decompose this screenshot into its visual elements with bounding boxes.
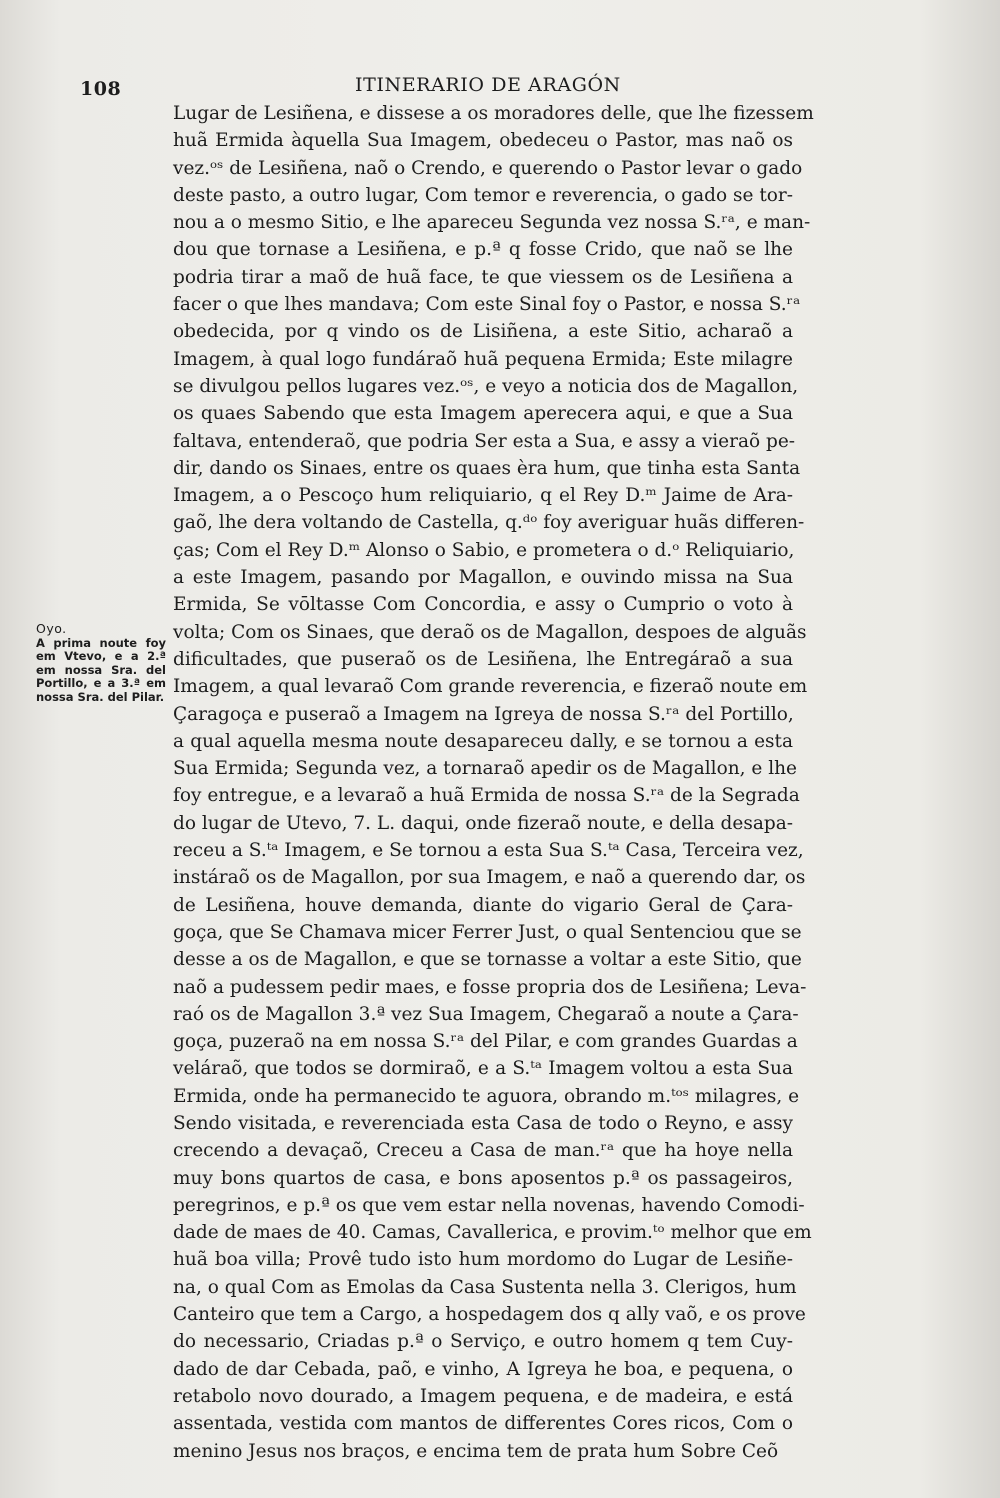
text-line: na, o qual Com as Emolas da Casa Sustenta nella 3. Clerigos, hum bbox=[173, 1276, 797, 1298]
text-line: instáraõ os de Magallon, por sua Imagem, e naõ a querendo dar, os bbox=[173, 867, 806, 889]
text-line: gaõ, lhe dera voltando de Castella, q.ᵈᵒ foy averiguar huãs differen- bbox=[173, 512, 805, 534]
margin-note-text: A prima noute foy em Vtevo, e a 2.ª em nossa Sra. del Portillo, e a 3.ª em nossa Sra. del Pilar. bbox=[36, 635, 166, 704]
page-number: 108 bbox=[80, 78, 122, 100]
body-text bbox=[173, 100, 814, 1465]
text-line: do necessario, Criadas p.ª o Serviço, e outro homem q tem Cuy- bbox=[173, 1331, 793, 1353]
text-line: naõ a pudessem pedir maes, e fosse propria dos de Lesiñena; Leva- bbox=[173, 976, 807, 998]
text-line: os quaes Sabendo que esta Imagem aperecera aqui, e que a Sua bbox=[173, 403, 793, 425]
text-line: receu a S.ᵗᵃ Imagem, e Se tornou a esta Sua S.ᵗᵃ Casa, Terceira vez, bbox=[173, 840, 804, 862]
text-line: huã boa villa; Provê tudo isto hum mordomo do Lugar de Lesiñe- bbox=[173, 1249, 793, 1271]
text-line: se divulgou pellos lugares vez.ᵒˢ, e veyo a noticia dos de Magallon, bbox=[173, 375, 799, 397]
text-line: podria tirar a maõ de huã face, te que viessem os de Lesiñena a bbox=[173, 266, 793, 288]
text-line: huã Ermida àquella Sua Imagem, obedeceu o Pastor, mas naõ os bbox=[173, 130, 793, 152]
margin-note bbox=[36, 622, 166, 705]
text-line: assentada, vestida com mantos de differentes Cores ricos, Com o bbox=[173, 1413, 793, 1435]
text-line: goça, que Se Chamava micer Ferrer Just, o qual Sentenciou que se bbox=[173, 921, 802, 943]
text-line: Ermida, Se vōltasse Com Concordia, e assy o Cumprio o voto à bbox=[173, 594, 793, 616]
text-line: a este Imagem, pasando por Magallon, e ouvindo missa na Sua bbox=[173, 567, 793, 589]
text-line: deste pasto, a outro lugar, Com temor e reverencia, o gado se tor- bbox=[173, 184, 793, 206]
text-line: Imagem, à qual logo fundáraõ huã pequena Ermida; Este milagre bbox=[173, 348, 793, 370]
text-line: Imagem, a o Pescoço hum reliquiario, q el Rey D.ᵐ Jaime de Ara- bbox=[173, 485, 793, 507]
running-title: ITINERARIO DE ARAGÓN bbox=[355, 74, 621, 96]
text-line: volta; Com os Sinaes, que deraõ os de Magallon, despoes de alguãs bbox=[173, 621, 807, 643]
text-line: dado de dar Cebada, paõ, e vinho, A Igreya he boa, e pequena, o bbox=[173, 1358, 793, 1380]
text-line: ças; Com el Rey D.ᵐ Alonso o Sabio, e prometera o d.ᵒ Reliquiario, bbox=[173, 539, 795, 561]
text-line: a qual aquella mesma noute desapareceu dally, e se tornou a esta bbox=[173, 730, 793, 752]
text-line: peregrinos, e p.ª os que vem estar nella novenas, havendo Comodi- bbox=[173, 1194, 805, 1216]
text-line: facer o que lhes mandava; Com este Sinal foy o Pastor, e nossa S.ʳᵃ bbox=[173, 294, 801, 316]
text-line: dificultades, que puseraõ os de Lesiñena, lhe Entregáraõ a sua bbox=[173, 648, 793, 670]
text-line: Lugar de Lesiñena, e dissese a os moradores delle, que lhe fizessem bbox=[173, 103, 814, 124]
text-line: Sendo visitada, e reverenciada esta Casa de todo o Reyno, e assy bbox=[173, 1112, 793, 1134]
margin-note-place: Oyo. bbox=[36, 621, 67, 636]
text-line: crecendo a devaçaõ, Creceu a Casa de man.ʳᵃ que ha hoye nella bbox=[173, 1140, 793, 1162]
text-line: retabolo novo dourado, a Imagem pequena, e de madeira, e está bbox=[173, 1385, 793, 1407]
text-line: Sua Ermida; Segunda vez, a tornaraõ apedir os de Magallon, e lhe bbox=[173, 758, 797, 780]
text-line: foy entregue, e a levaraõ a huã Ermida de nossa S.ʳᵃ de la Segrada bbox=[173, 785, 800, 807]
text-line: do lugar de Utevo, 7. L. daqui, onde fizeraõ noute, e della desapa- bbox=[173, 812, 793, 834]
text-line: veláraõ, que todos se dormiraõ, e a S.ᵗᵃ Imagem voltou a esta Sua bbox=[173, 1058, 793, 1080]
text-line: muy bons quartos de casa, e bons aposentos p.ª os passageiros, bbox=[173, 1167, 793, 1189]
text-line: obedecida, por q vindo os de Lisiñena, a este Sitio, acharaõ a bbox=[173, 321, 793, 343]
text-line: Imagem, a qual levaraõ Com grande reverencia, e fizeraõ noute em bbox=[173, 676, 808, 698]
text-line: Canteiro que tem a Cargo, a hospedagem dos q ally vaõ, e os prove bbox=[173, 1304, 806, 1326]
text-line: dou que tornase a Lesiñena, e p.ª q fosse Crido, que naõ se lhe bbox=[173, 239, 793, 261]
text-line: de Lesiñena, houve demanda, diante do vigario Geral de Çara- bbox=[173, 894, 793, 916]
text-line: dade de maes de 40. Camas, Cavallerica, e provim.ᵗᵒ melhor que em bbox=[173, 1222, 812, 1244]
text-line: faltava, entenderaõ, que podria Ser esta a Sua, e assy a vieraõ pe- bbox=[173, 430, 796, 452]
text-line: goça, puzeraõ na em nossa S.ʳᵃ del Pilar, e com grandes Guardas a bbox=[173, 1031, 798, 1053]
text-line: dir, dando os Sinaes, entre os quaes èra hum, que tinha esta Santa bbox=[173, 457, 801, 479]
text-line: menino Jesus nos braços, e encima tem de prata hum Sobre Ceõ bbox=[173, 1440, 779, 1462]
text-line: vez.ᵒˢ de Lesiñena, naõ o Crendo, e querendo o Pastor levar o gado bbox=[173, 157, 803, 179]
text-line: desse a os de Magallon, e que se tornasse a voltar a este Sitio, que bbox=[173, 949, 802, 971]
text-line: Ermida, onde ha permanecido te aguora, obrando m.ᵗᵒˢ milagres, e bbox=[173, 1085, 800, 1107]
text-line: Çaragoça e puseraõ a Imagem na Igreya de nossa S.ʳᵃ del Portillo, bbox=[173, 703, 794, 725]
text-line: raó os de Magallon 3.ª vez Sua Imagem, Chegaraõ a noute a Çara- bbox=[173, 1003, 799, 1025]
text-line: nou a o mesmo Sitio, e lhe apareceu Segunda vez nossa S.ʳᵃ, e man- bbox=[173, 212, 811, 234]
